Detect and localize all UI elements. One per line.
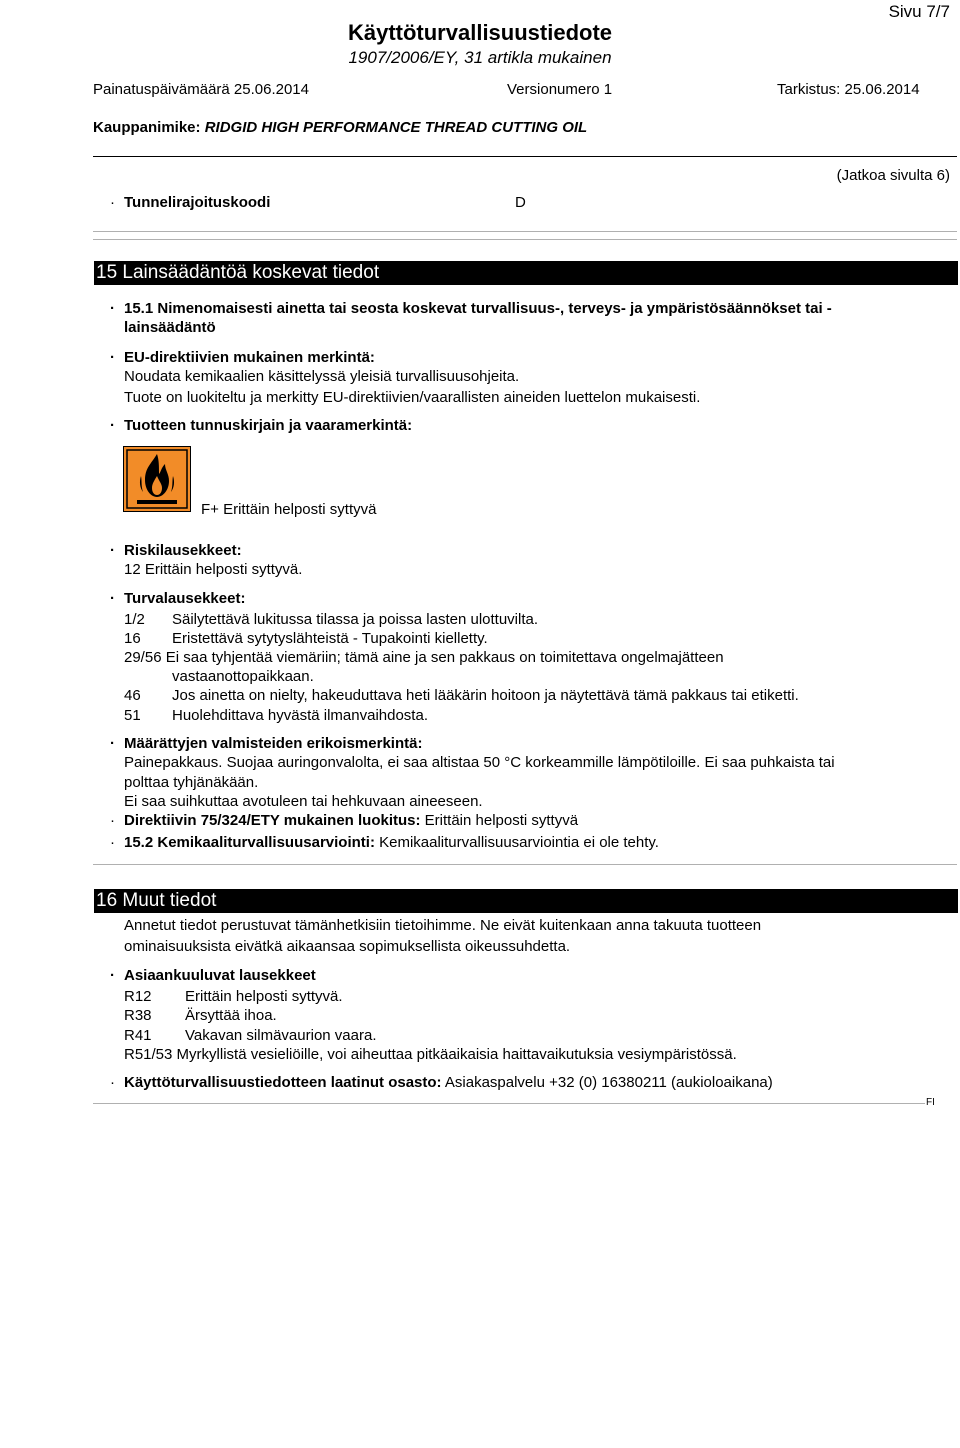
directive-classification: · Direktiivin 75/324/ETY mukainen luokitus: Erittäin helposti syttyvä <box>110 812 579 829</box>
special-marking-label: · Määrättyjen valmisteiden erikoismerkintä: <box>110 735 423 752</box>
section-16-heading: 16 Muut tiedot <box>94 889 958 913</box>
r-phrase: R38 Ärsyttää ihoa. <box>124 1007 277 1024</box>
risk-phrases-label: · Riskilausekkeet: <box>110 542 242 559</box>
subsection-15-1: · 15.1 Nimenomaisesti ainetta tai seosta koskevat turvallisuus-, terveys- ja ympäristösäännökset tai - <box>110 300 832 317</box>
safety-phrase: vastaanottopaikkaan. <box>172 668 314 685</box>
r-phrase: R12 Erittäin helposti syttyvä. <box>124 988 343 1005</box>
disclaimer-text: ominaisuuksista eivätkä aikaansaa sopimuksellista oikeussuhdetta. <box>124 938 571 955</box>
safety-phrase: 46 Jos ainetta on nielty, hakeuduttava heti lääkärin hoitoon ja näytettävä tämä pakkaus tai etiketti. <box>124 687 799 704</box>
special-marking-text: polttaa tyhjänäkään. <box>124 774 259 791</box>
version-number: Versionumero 1 <box>507 81 613 98</box>
disclaimer-text: Annetut tiedot perustuvat tämänhetkisiin tietoihimme. Ne eivät kuitenkaan anna takuuta tuotteen <box>124 917 762 934</box>
divider <box>93 239 957 240</box>
risk-phrase: 12 Erittäin helposti syttyvä. <box>124 561 303 578</box>
divider <box>93 231 957 232</box>
relevant-phrases-label: · Asiaankuuluvat lausekkeet <box>110 967 316 984</box>
trade-name-value: RIDGID HIGH PERFORMANCE THREAD CUTTING OIL <box>204 119 588 136</box>
document-subtitle: 1907/2006/EY, 31 artikla mukainen <box>348 48 612 67</box>
divider <box>93 864 957 865</box>
review-date: Tarkistus: 25.06.2014 <box>777 81 920 98</box>
continued-note: (Jatkoa sivulta 6) <box>836 167 950 184</box>
issuer-row: · Käyttöturvallisuustiedotteen laatinut osasto: Asiakaspalvelu +32 (0) 16380211 (aukioloaikana) <box>110 1074 773 1091</box>
header-divider <box>93 156 957 157</box>
safety-phrases-label: · Turvalausekkeet: <box>110 590 246 607</box>
trade-name-row <box>93 118 587 137</box>
print-date: Painatuspäivämäärä 25.06.2014 <box>93 81 309 98</box>
hazard-symbol-caption: F+ Erittäin helposti syttyvä <box>201 501 377 518</box>
eu-marking-label: · EU-direktiivien mukainen merkintä: <box>110 349 375 366</box>
tunnel-code-row: · Tunnelirajoituskoodi <box>110 194 271 211</box>
tunnel-code-value: D <box>515 194 526 211</box>
r-phrase: R51/53 Myrkyllistä vesieliöille, voi aiheuttaa pitkäaikaisia haittavaikutuksia vesiympäristössä. <box>124 1046 737 1063</box>
special-marking-text: Painepakkaus. Suojaa auringonvalolta, ei saa altistaa 50 °C korkeammille lämpötiloille. Ei saa puhkaista tai <box>124 754 835 771</box>
tunnel-code-label: Tunnelirajoituskoodi <box>124 194 271 211</box>
safety-phrase: 16 Eristettävä sytytyslähteistä - Tupakointi kielletty. <box>124 630 488 647</box>
flame-hazard-icon <box>123 446 191 512</box>
eu-marking-text: Tuote on luokiteltu ja merkitty EU-direktiivien/vaarallisten aineiden luettelon mukaisesti. <box>124 389 701 406</box>
r-phrase: R41 Vakavan silmävaurion vaara. <box>124 1027 377 1044</box>
safety-phrase: 29/56 Ei saa tyhjentää viemäriin; tämä aine ja sen pakkaus on toimitettava ongelmajätteen <box>124 649 724 666</box>
safety-phrase: 51 Huolehdittava hyvästä ilmanvaihdosta. <box>124 707 428 724</box>
footer-divider <box>93 1103 925 1104</box>
hazard-symbol-label: · Tuotteen tunnuskirjain ja vaaramerkintä: <box>110 417 413 434</box>
chemical-safety-assessment: · 15.2 Kemikaaliturvallisuusarviointi: Kemikaaliturvallisuusarviointia ei ole tehty. <box>110 834 659 851</box>
language-code: FI <box>926 1097 935 1108</box>
document-title: Käyttöturvallisuustiedote <box>347 20 613 45</box>
special-marking-text: Ei saa suihkuttaa avotuleen tai hehkuvaan aineeseen. <box>124 793 483 810</box>
section-15-heading: 15 Lainsäädäntöä koskevat tiedot <box>94 261 958 285</box>
subsection-15-1-cont: lainsäädäntö <box>124 319 216 336</box>
trade-name-label: Kauppanimike: <box>93 119 201 136</box>
safety-phrase: 1/2 Säilytettävä lukitussa tilassa ja poissa lasten ulottuvilta. <box>124 611 539 628</box>
page-number: Sivu 7/7 <box>888 2 950 21</box>
eu-marking-text: Noudata kemikaalien käsittelyssä yleisiä turvallisuusohjeita. <box>124 368 520 385</box>
